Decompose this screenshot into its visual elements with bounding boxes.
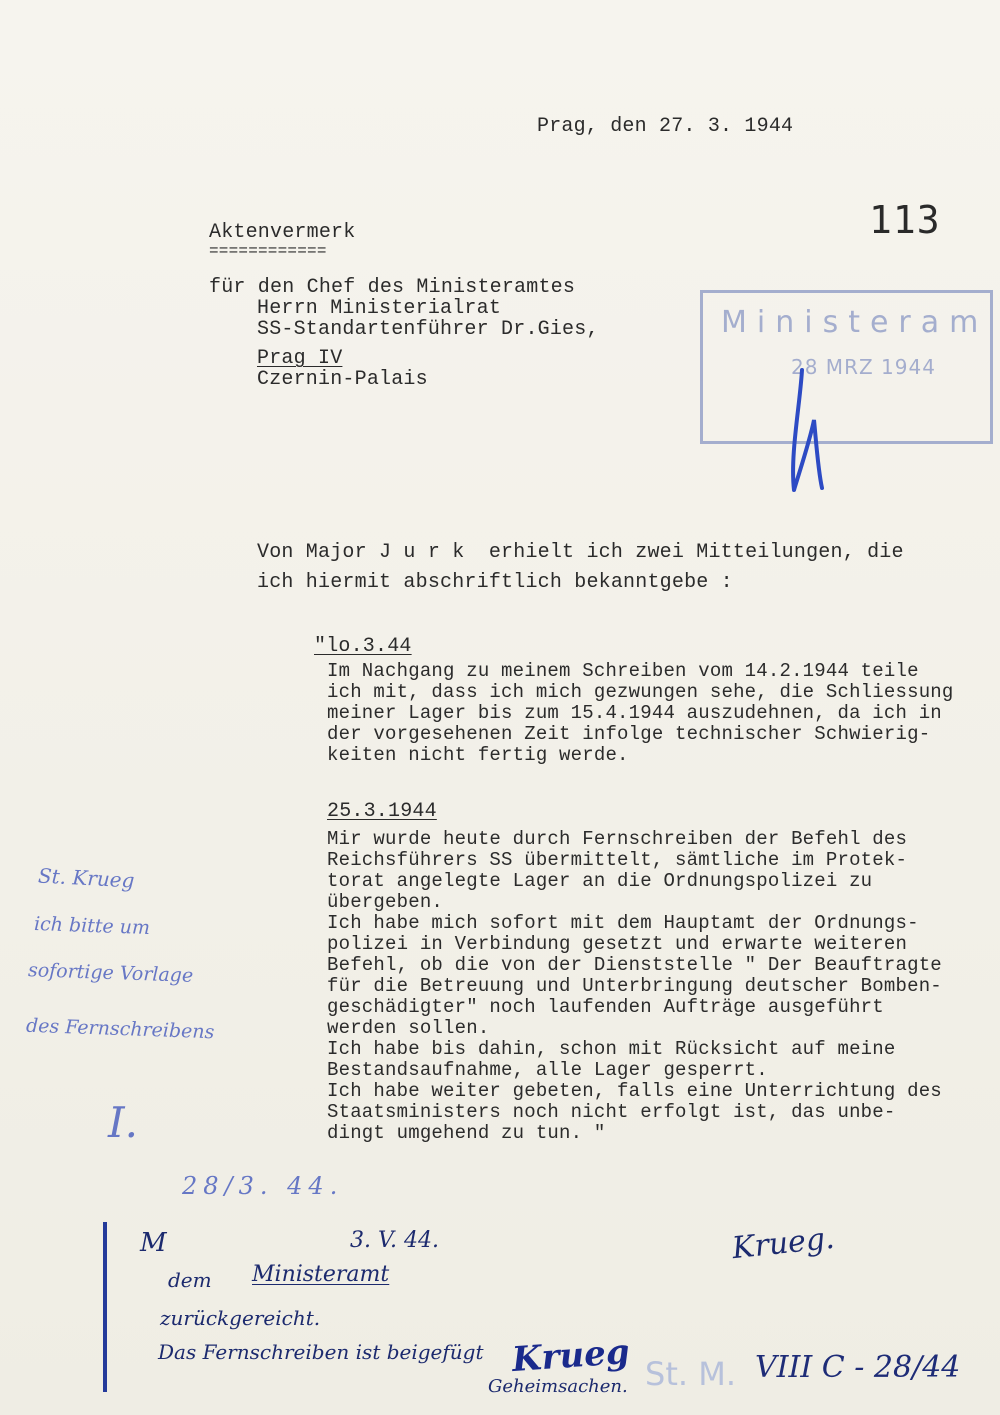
- message2-line: Mir wurde heute durch Fernschreiben der Befehl des: [327, 828, 908, 850]
- message2-line: Reichsführers SS übermittelt, sämtliche im Protek-: [327, 849, 908, 871]
- bottom-note-line-1-pre: dem: [168, 1268, 212, 1292]
- received-stamp: [700, 290, 993, 444]
- bottom-signature: Krueg: [510, 1331, 631, 1381]
- addressee-line-4: Prag IV: [257, 347, 343, 370]
- message2-line: Bestandsaufnahme, alle Lager gesperrt.: [327, 1059, 768, 1081]
- message2-line: übergeben.: [327, 891, 444, 913]
- message2-line: für die Betreuung und Unterbringung deutscher Bomben-: [327, 975, 942, 997]
- message1-line: Im Nachgang zu meinem Schreiben vom 14.2.1944 teile: [327, 660, 919, 682]
- bottom-note-line-1-word: Ministeramt: [252, 1262, 390, 1287]
- stamp-date: 28 MRZ 1944: [791, 355, 936, 379]
- intro-line-2: ich hiermit abschriftlich bekanntgebe :: [257, 571, 733, 594]
- message1-line: meiner Lager bis zum 15.4.1944 auszudehnen, da ich in: [327, 702, 942, 724]
- bottom-note-mark: M: [140, 1228, 167, 1258]
- message2-line: dingt umgehend zu tun. ": [327, 1122, 606, 1144]
- margin-note-date: 28/3. 44.: [182, 1172, 344, 1200]
- margin-note-line-4: des Fernschreibens: [25, 1014, 215, 1044]
- margin-note-line-2: ich bitte um: [33, 912, 151, 940]
- date-line: Prag, den 27. 3. 1944: [537, 115, 794, 138]
- bottom-note-date: 3. V. 44.: [350, 1228, 439, 1253]
- margin-note-line-1: St. Krueg: [37, 863, 136, 893]
- message1-line: ich mit, dass ich mich gezwungen sehe, die Schliessung: [327, 681, 954, 703]
- memo-title-rule: ============: [209, 242, 327, 260]
- addressee-line-5: Czernin-Palais: [257, 368, 428, 391]
- message2-line: werden sollen.: [327, 1017, 490, 1039]
- message1-line: der vorgesehenen Zeit infolge technischer Schwierig-: [327, 723, 931, 745]
- file-number: 113: [869, 198, 941, 242]
- message2-line: Ich habe bis dahin, schon mit Rücksicht auf meine: [327, 1038, 896, 1060]
- intro-line-1: Von Major J u r k erhielt ich zwei Mitteilungen, die: [257, 541, 904, 564]
- message1-date: "lo.3.44: [314, 635, 412, 658]
- message2-line: Ich habe weiter gebeten, falls eine Unterrichtung des: [327, 1080, 942, 1102]
- message2-line: geschädigter" noch laufenden Aufträge ausgeführt: [327, 996, 884, 1018]
- stamp-title: Ministeram: [721, 305, 989, 340]
- author-signature: Krueg.: [730, 1220, 837, 1267]
- margin-note-line-3: sofortige Vorlage: [27, 959, 194, 987]
- bottom-note-line-4: Geheimsachen.: [488, 1376, 628, 1397]
- margin-bar: [103, 1222, 107, 1392]
- blue-pencil-mark: [780, 360, 840, 500]
- bottom-note-line-2: zurückgereicht.: [160, 1306, 321, 1330]
- addressee-line-3: SS-Standartenführer Dr.Gies,: [257, 318, 599, 341]
- message2-date: 25.3.1944: [327, 800, 437, 823]
- memo-title: Aktenvermerk: [209, 221, 356, 244]
- margin-note-initial: I.: [108, 1098, 138, 1147]
- message2-line: torat angelegte Lager an die Ordnungspolizei zu: [327, 870, 873, 892]
- message2-line: Befehl, ob die von der Dienststelle " Der Beauftragte: [327, 954, 942, 976]
- message2-line: Staatsministers noch nicht erfolgt ist, das unbe-: [327, 1101, 896, 1123]
- addressee-line-2: Herrn Ministerialrat: [257, 297, 502, 320]
- message1-line: keiten nicht fertig werde.: [327, 744, 629, 766]
- message2-line: Ich habe mich sofort mit dem Hauptamt der Ordnungs-: [327, 912, 919, 934]
- addressee-line-1: für den Chef des Ministeramtes: [209, 276, 576, 299]
- bottom-note-line-3: Das Fernschreiben ist beigefügt: [158, 1340, 484, 1364]
- footer-stamp: St. M.: [645, 1355, 736, 1393]
- message2-line: polizei in Verbindung gesetzt und erwarte weiteren: [327, 933, 908, 955]
- reference-number: VIII C - 28/44: [755, 1350, 961, 1385]
